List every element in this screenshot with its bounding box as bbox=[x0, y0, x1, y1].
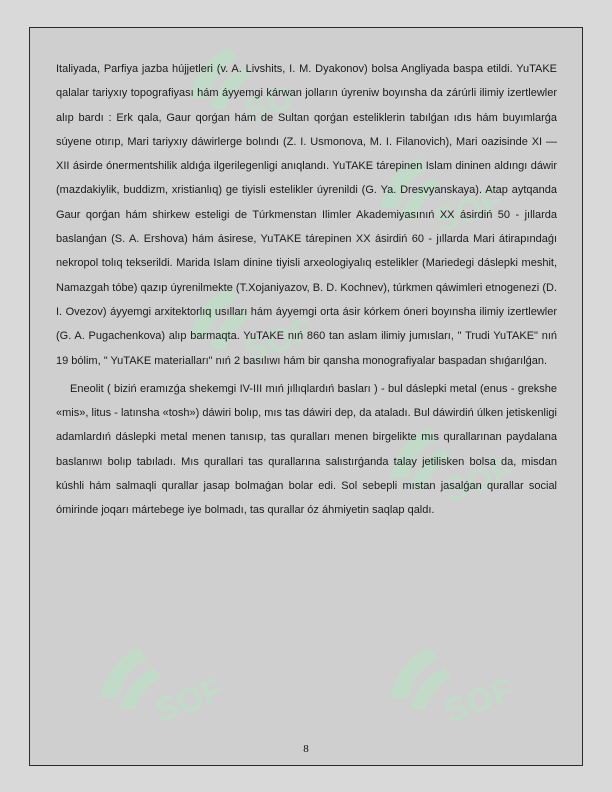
soft-logo-icon bbox=[370, 638, 530, 758]
svg-text:SOF: SOF bbox=[149, 670, 229, 731]
document-page bbox=[29, 27, 583, 766]
svg-text:SOF: SOF bbox=[439, 450, 519, 511]
paragraph-1: Italiyada, Parfiya jazba hújjetleri (v. A. Livshits, I. M. Dyakonov) bolsa Angliyada baspa etildi. YuTAKE qalalar tariyxıy topografiyası hám áyyemgi kárwan jolların úyreniw boyınsha da zárúrli ilimiy izertlewler alıp bardı : Erk qala, Gaur qorǵan hám de Sultan qorǵan esteliklerin tabılǵan ıdıs hám buyımlarǵa súyene otırıp, Mari tariyxıy dáwirlerge bolındı (Z. I. Usmonova, M. I. Filanovich), Mari oazisinde XI — XII ásirde ónermentshilik aldıǵa ilgerilegenligi anıqlandı. YuTAKE tárepinen Islam dininen aldıngı dáwir (mazdakiylik, buddizm, xristianlıq) ge tiyisli estelikler úyrenildi (G. Ya. Dresvyanskaya). Atap aytqanda Gaur qorǵan hám shirkew esteligi de Túrkmenstan Ilimler Akademiyasınıń XX ásirdiń 50 - jıllarda baslanǵan (S. A. Ershova) hám ásirese, YuTAKE tárepinen XX ásirdiń 60 - jıllarda Mari átirapındaǵı nekropol tolıq tekserildi. Marida Islam dinine tiyisli arxeologiyalıq estelikler (Mariedegi dáslepki meshit, Namazgah tóbe) qazıp úyrenilmekte (T.Xojaniyazov, B. D. Kochnev), túrkmen qáwimleri etnogenezi (D. I. Ovezov) áyyemgi arxitektorlıq usılları hám áyyemgi orta ásir kórkem óneri boyınsha ilimiy izertlewler (G. A. Pugachenkova) alıp barmaqta. YuTAKE nıń 860 tan aslam ilimiy jumısları, " Trudi YuTAKE" nıń 19 bólim, " YuTAKE materialları" nıń 2 basılıwı hám bir qansha monografiyalar baspadan shıǵarılǵan. bbox=[56, 63, 557, 367]
paragraph-2: Eneolit ( biziń eramızǵa shekemgi IV-III mıń jıllıqlardıń basları ) - bul dáslepki metal (enus - grekshe «mis», litus - latınsha «tosh») dáwiri bolıp, mıs tas dáwiri dep, da ataladı. Bul dáwirdiń úlken jetiskenligi adamlardıń dáslepki metal menen tanısıp, tas quralları menen birgelikte mıs qurallarınan paydalana baslanıwı bolıp tabıladı. Mıs qurallari tas qurallarına salıstırǵanda talay jetilisken bolsa da, misdan kúshli hám salmaqli qurallar jasap bolmaǵan bolar edi. Sol sebepli mıstan jasalǵan qurallar social ómirinde joqarı mártebege iye bolmadı, tas qurallar óz áhmiyetin saqlap qaldı. bbox=[56, 382, 557, 517]
svg-text:SOF: SOF bbox=[429, 180, 509, 241]
svg-text:SOF: SOF bbox=[239, 310, 319, 371]
svg-text:SOF: SOF bbox=[439, 670, 519, 731]
page-number: 8 bbox=[303, 743, 309, 755]
svg-text:SO: SO bbox=[239, 78, 299, 131]
body-text bbox=[56, 57, 557, 523]
soft-logo-icon bbox=[80, 638, 240, 758]
